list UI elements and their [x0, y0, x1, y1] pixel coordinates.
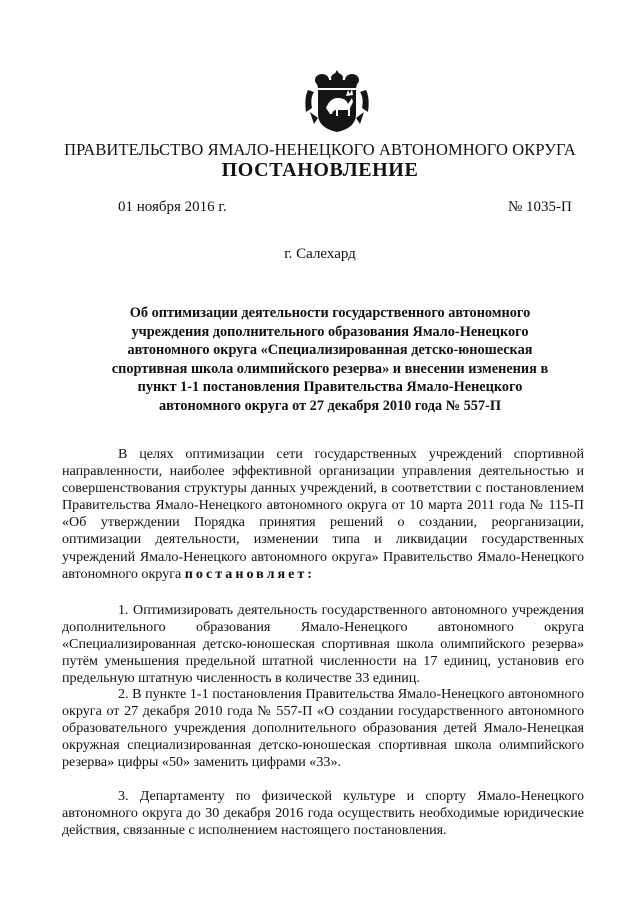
coat-of-arms-emblem: [302, 68, 372, 136]
resolves-word: постановляет:: [184, 565, 315, 582]
government-name: ПРАВИТЕЛЬСТВО ЯМАЛО-НЕНЕЦКОГО АВТОНОМНОГО ОКРУГА: [64, 140, 576, 159]
clause-3: 3. Департаменту по физической культуре и спорту Ямало-Ненецкого автономного округа до 30 декабря 2016 года осуществить необходимые юридические действия, связанные с исполнением настоящего постановления.: [62, 788, 584, 839]
document-date: 01 ноября 2016 г.: [118, 199, 227, 215]
intro-paragraph: [62, 446, 584, 583]
document-number: № 1035-П: [508, 199, 572, 215]
document-type-title: ПОСТАНОВЛЕНИЕ: [221, 159, 419, 181]
intro-text: В целях оптимизации сети государственных учреждений спортивной направленности, наиболее эффективной организации управления деятельностью и совершенствования структуры данных учреждений, в соответствии с постановлением Правительства Ямало-Ненецкого автономного округа от 10 марта 2011 года № 115-П «Об утверждении Порядка принятия решений о создании, реорганизации, оптимизации деятельности, изменении типа и ликвидации государственных учреждений Ямало-Ненецкого автономного округа» Правительство Ямало-Ненецкого автономного округа: [62, 446, 584, 582]
clause-2: 2. В пункте 1-1 постановления Правительства Ямало-Ненецкого автономного округа от 27 декабря 2010 года № 557-П «О создании государственного автономного образовательного учреждения дополнительного образования детей Ямало-Ненецкая окружная специализированная детско-юношеская спортивная школа олимпийского резерва» цифры «50» заменить цифрами «33».: [62, 686, 584, 771]
document-city: г. Салехард: [284, 246, 356, 262]
clause-1: 1. Оптимизировать деятельность государственного автономного учреждения дополнительного образования Ямало-Ненецкого автономного округа «Специализированная детско-юношеская спортивная школа олимпийского резерва» путём уменьшения предельной штатной численности на 17 единиц, установив его предельную штатную численность в количестве 33 единиц.: [62, 602, 584, 687]
document-subject: Об оптимизации деятельности государственного автономного учреждения дополнительного образования Ямало-Ненецкого автономного округа «Специализированная детско-юношеская спортивная школа олимпийского резерва» и внесении изменения в пункт 1-1 постановления Правительства Ямало-Ненецкого автономного округа от 27 декабря 2010 года № 557-П: [111, 305, 549, 414]
